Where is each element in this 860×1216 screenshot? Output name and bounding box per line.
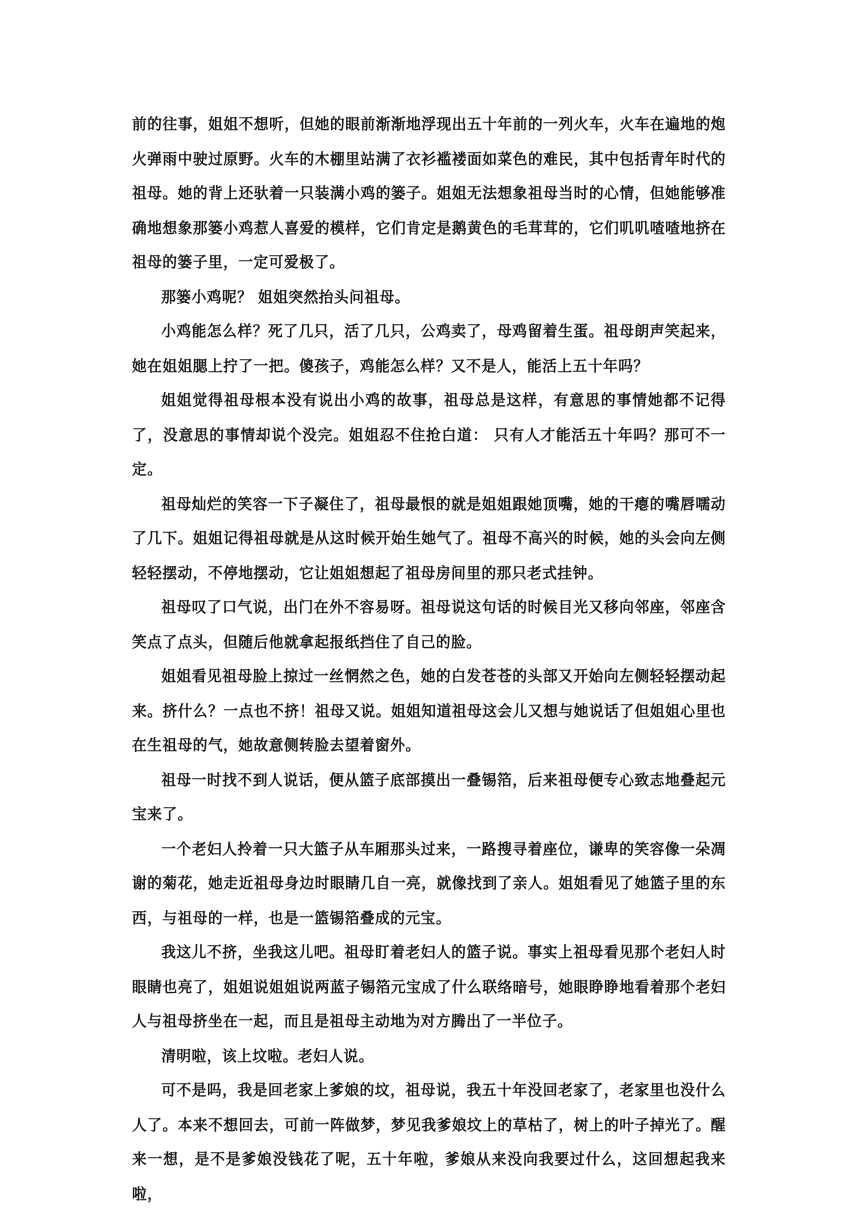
paragraph-3: 小鸡能怎么样？死了几只，活了几只，公鸡卖了，母鸡留着生蛋。祖母朗声笑起来，她在姐姐腮上拧了一把。傻孩子，鸡能怎么样？又不是人，能活上五十年吗？	[132, 323, 726, 375]
paragraph-10: 我这儿不挤，坐我这儿吧。祖母盯着老妇人的篮子说。事实上祖母看见那个老妇人时眼睛也亮了，姐姐说姐姐说两蓝子锡箔元宝成了什么联络暗号，她眼睁睁地看着那个老妇人与祖母挤坐在一起，而且是祖母主动地为对方腾出了一半位子。	[132, 944, 726, 1030]
paragraph-5: 祖母灿烂的笑容一下子凝住了，祖母最恨的就是姐姐跟她顶嘴，她的干瘪的嘴唇嚅动了几下。姐姐记得祖母就是从这时候开始生她气了。祖母不高兴的时候，她的头会向左侧轻轻摆动，不停地摆动，它让姐姐想起了祖母房间里的那只老式挂钟。	[132, 495, 726, 582]
paragraph-2: 那篓小鸡呢？ 姐姐突然抬头问祖母。	[161, 288, 410, 306]
paragraph-6: 祖母叹了口气说，出门在外不容易呀。祖母说这句话的时候目光又移向邻座，邻座含笑点了点头，但随后他就拿起报纸挡住了自己的脸。	[132, 599, 726, 651]
paragraph-11: 清明啦，该上坟啦。老妇人说。	[161, 1047, 374, 1065]
paragraph-7: 姐姐看见祖母脸上掠过一丝惘然之色，她的白发苍苍的头部又开始向左侧轻轻摆动起来。挤什么？一点也不挤！祖母又说。姐姐知道祖母这会儿又想与她说话了但姐姐心里也在生祖母的气，她故意侧转脸去望着窗外。	[132, 668, 726, 754]
paragraph-1: 前的往事，姐姐不想听，但她的眼前渐渐地浮现出五十年前的一列火车，火车在遍地的炮火弹雨中驶过原野。火车的木棚里站满了衣衫褴褛面如菜色的难民，其中包括青年时代的祖母。她的背上还驮着一只装满小鸡的篓子。姐姐无法想象祖母当时的心情，但她能够准确地想象那篓小鸡惹人喜爱的模样，它们肯定是鹅黄色的毛茸茸的，它们叽叽喳喳地挤在祖母的篓子里，一定可爱极了。	[132, 116, 726, 271]
document-body	[132, 108, 726, 1212]
paragraph-4: 姐姐觉得祖母根本没有说出小鸡的故事，祖母总是这样，有意思的事情她都不记得了，没意思的事情却说个没完。姐姐忍不住抢白道： 只有人才能活五十年吗？那可不一定。	[132, 392, 726, 478]
paragraph-9: 一个老妇人拎着一只大篮子从车厢那头过来，一路搜寻着座位，谦卑的笑容像一朵凋谢的菊花，她走近祖母身边时眼睛几自一亮，就像找到了亲人。姐姐看见了她篮子里的东西，与祖母的一样，也是一篮锡箔叠成的元宝。	[132, 840, 726, 927]
paragraph-8: 祖母一时找不到人说话，便从篮子底部摸出一叠锡箔，后来祖母便专心致志地叠起元宝来了。	[132, 771, 726, 823]
paragraph-12: 可不是吗，我是回老家上爹娘的坟，祖母说，我五十年没回老家了，老家里也没什么人了。本来不想回去，可前一阵做梦，梦见我爹娘坟上的草枯了，树上的叶子掉光了。醒来一想，是不是爹娘没钱花了呢，五十年啦，爹娘从来没向我要过什么，这回想起我来啦，	[132, 1082, 726, 1203]
